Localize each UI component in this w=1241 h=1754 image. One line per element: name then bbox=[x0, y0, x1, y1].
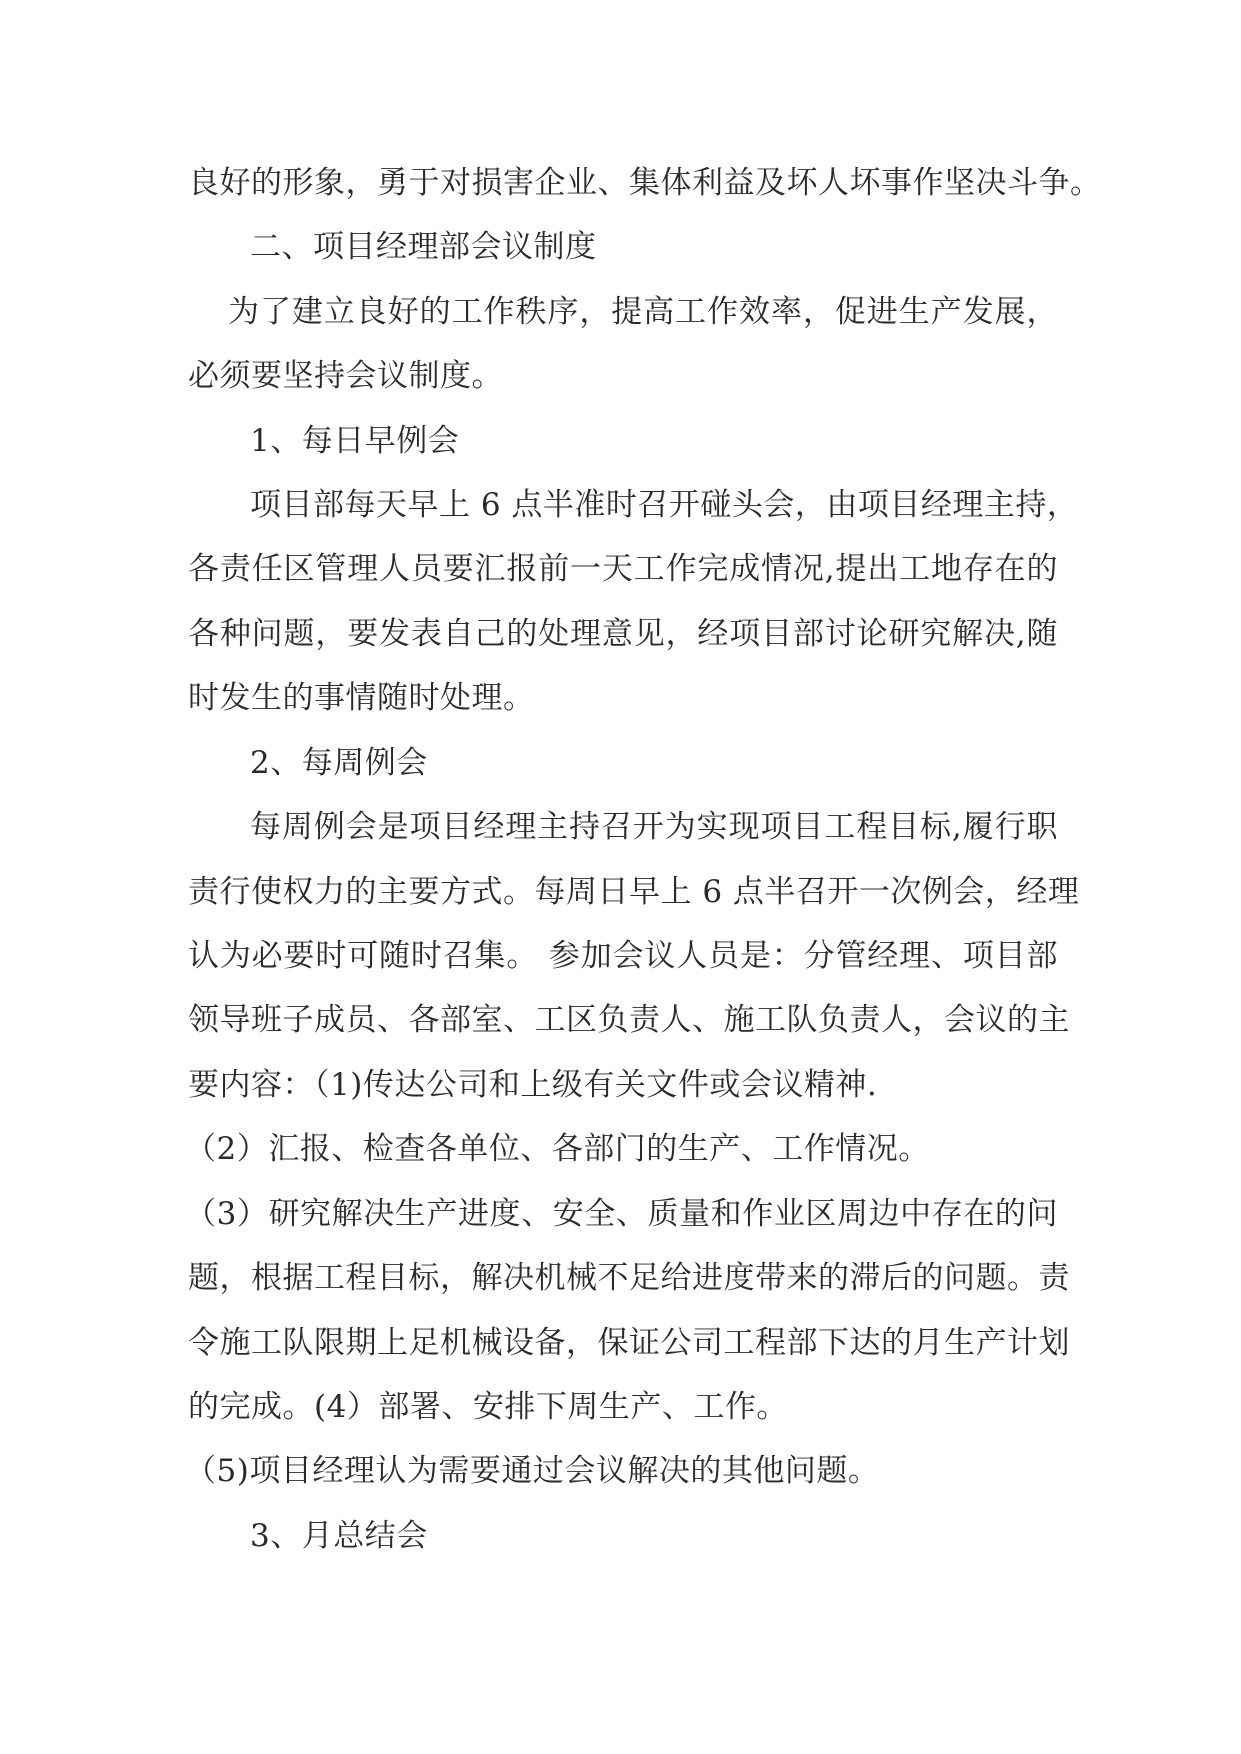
paragraph-line: 时发生的事情随时处理。 bbox=[188, 680, 535, 716]
subsection-heading: 1、每日早例会 bbox=[250, 423, 460, 459]
paragraph-line: 令施工队限期上足机械设备，保证公司工程部下达的月生产计划 bbox=[188, 1325, 1070, 1361]
paragraph-line: 良好的形象，勇于对损害企业、集体利益及坏人坏事作坚决斗争。 bbox=[188, 165, 1102, 201]
section-heading: 二、项目经理部会议制度 bbox=[250, 229, 597, 265]
list-item: （3）研究解决生产进度、安全、质量和作业区周边中存在的问 bbox=[185, 1196, 1058, 1232]
paragraph-line: 题，根据工程目标，解决机械不足给进度带来的滞后的问题。责 bbox=[188, 1260, 1070, 1296]
paragraph-line: 要内容：（1)传达公司和上级有关文件或会议精神. bbox=[188, 1067, 878, 1103]
paragraph-line: 的完成。(4）部署、安排下周生产、工作。 bbox=[188, 1389, 788, 1425]
subsection-heading: 3、月总结会 bbox=[250, 1518, 428, 1554]
list-item: （2）汇报、检查各单位、各部门的生产、工作情况。 bbox=[185, 1131, 930, 1167]
subsection-heading: 2、每周例会 bbox=[250, 745, 428, 781]
paragraph-line: 每周例会是项目经理主持召开为实现项目工程目标,履行职 bbox=[250, 809, 1058, 845]
paragraph-line: 必须要坚持会议制度。 bbox=[188, 358, 503, 394]
paragraph-line: 领导班子成员、各部室、工区负责人、施工队负责人，会议的主 bbox=[188, 1002, 1070, 1038]
paragraph-line: 各种问题，要发表自己的处理意见，经项目部讨论研究解决,随 bbox=[188, 616, 1058, 652]
paragraph-line: 责行使权力的主要方式。每周日早上 6 点半召开一次例会，经理 bbox=[188, 874, 1080, 910]
paragraph-line: 认为必要时可随时召集。 参加会议人员是：分管经理、项目部 bbox=[188, 938, 1058, 974]
paragraph-line: 项目部每天早上 6 点半准时召开碰头会，由项目经理主持， bbox=[250, 487, 1079, 523]
list-item: （5)项目经理认为需要通过会议解决的其他问题。 bbox=[185, 1453, 880, 1489]
paragraph-line: 各责任区管理人员要汇报前一天工作完成情况,提出工地存在的 bbox=[188, 551, 1058, 587]
paragraph-line: 为了建立良好的工作秩序，提高工作效率，促进生产发展， bbox=[228, 294, 1058, 330]
